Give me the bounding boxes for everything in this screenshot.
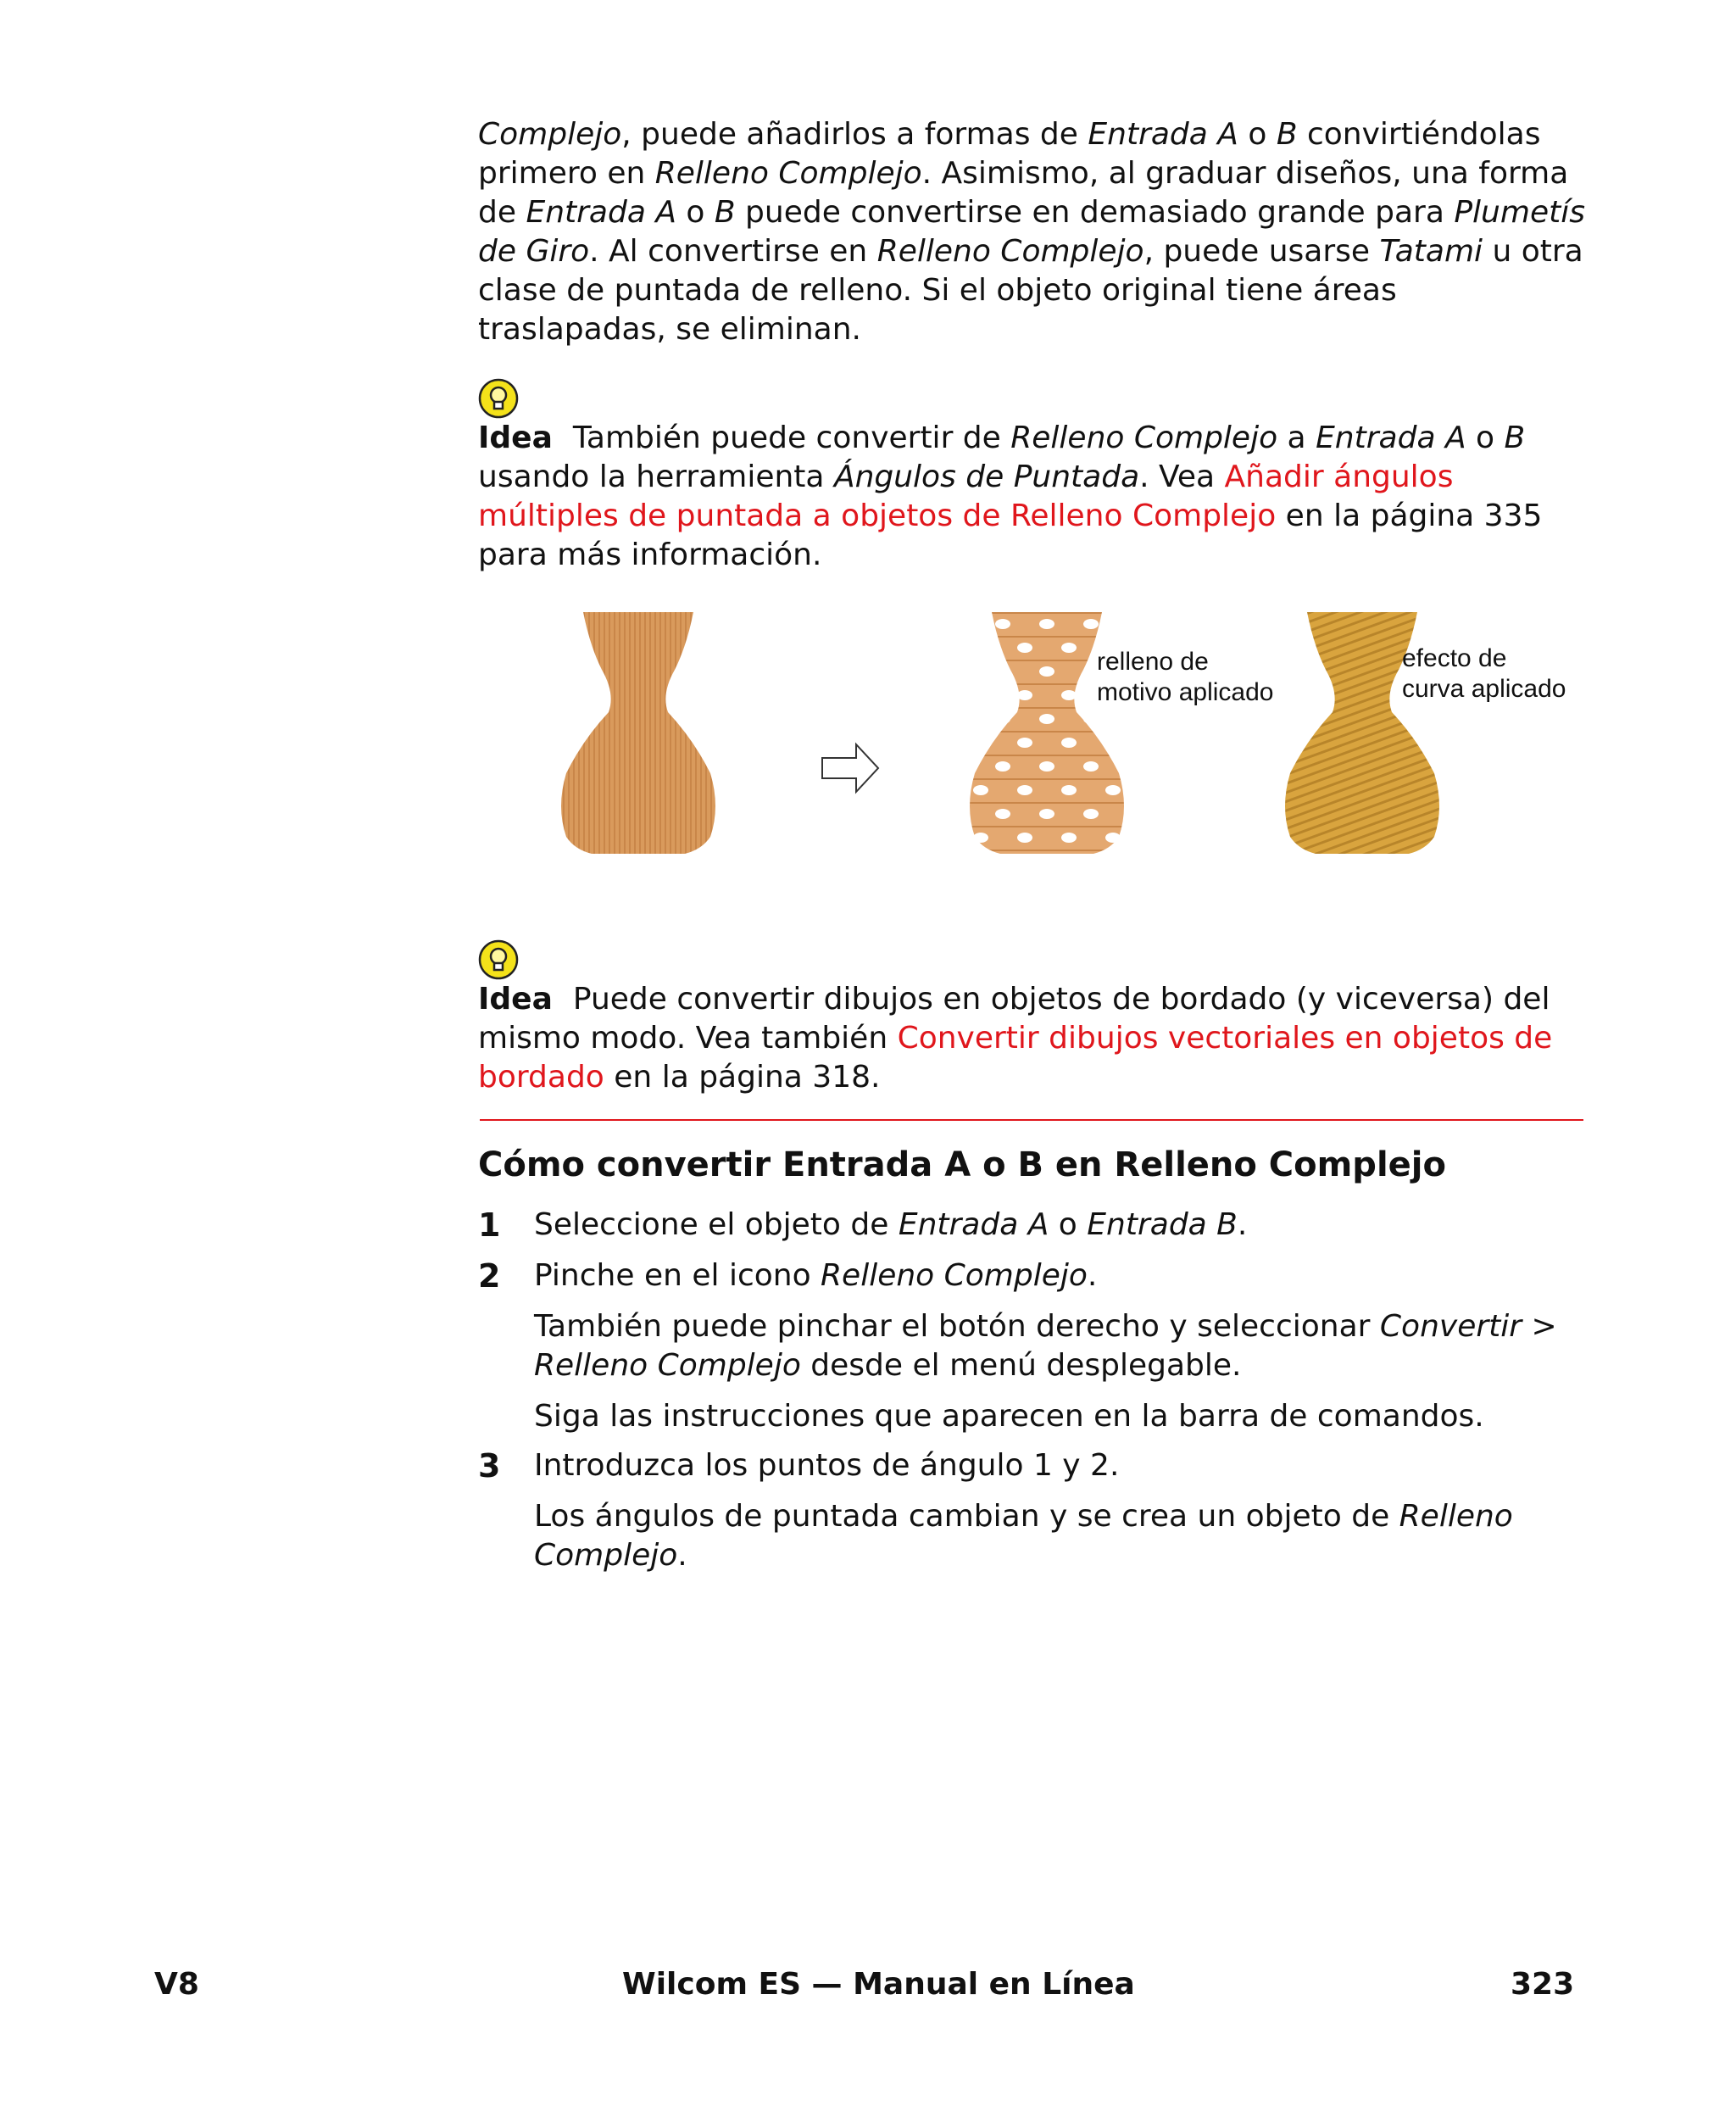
step-text	[534, 1206, 1585, 1245]
intro-text: Relleno Complejo	[654, 156, 922, 191]
idea-text: a	[1277, 421, 1316, 455]
idea-text: Relleno Complejo	[1010, 421, 1278, 455]
step-text-part: Convertir > Relleno Complejo	[534, 1309, 1557, 1383]
intro-text: , puede añadirlos a formas de	[621, 117, 1088, 152]
intro-text: o	[676, 195, 715, 230]
step-text-part: .	[1087, 1258, 1098, 1293]
intro-text: Complejo	[478, 117, 622, 152]
step-number: 1	[478, 1206, 501, 1244]
idea-note-2	[478, 939, 1589, 1097]
lightbulb-icon	[478, 378, 519, 419]
intro-text: puede convertirse en demasiado grande para	[735, 195, 1455, 230]
cross-reference-link[interactable]: Añadir ángulos múltiples de puntada a objetos de Relleno Complejo	[478, 460, 1454, 533]
idea-text: Ángulos de Puntada	[833, 460, 1140, 494]
step-text-part: Los ángulos de puntada cambian y se crea un objeto de	[534, 1499, 1399, 1534]
step-2-note	[534, 1307, 1577, 1385]
label-curve-applied: curva aplicado	[1402, 675, 1566, 703]
section-divider	[480, 1119, 1583, 1121]
label-motif-applied: motivo aplicado	[1097, 678, 1274, 706]
intro-paragraph	[478, 115, 1589, 349]
step-text-part: Relleno Complejo	[534, 1499, 1513, 1573]
idea-text: en la página 335 para más información.	[478, 499, 1543, 572]
label-curve-applied: efecto de	[1402, 644, 1507, 672]
intro-text: . Asimismo, al graduar diseños, una forma de	[478, 156, 1569, 230]
step-3-result	[534, 1497, 1577, 1575]
step-text-part: .	[1237, 1207, 1248, 1242]
intro-text: , puede usarse	[1143, 234, 1380, 269]
intro-text: Relleno Complejo	[876, 234, 1144, 269]
idea-text: También puede convertir de	[572, 421, 1011, 455]
arrow-right-icon	[822, 744, 878, 792]
footer-version: V8	[154, 1967, 199, 2002]
step-text-part: Pinche en el icono	[534, 1258, 821, 1293]
idea-text: en la página 318.	[604, 1060, 881, 1095]
intro-text: . Al convertirse en	[589, 234, 877, 269]
step-text-part: Relleno Complejo	[821, 1258, 1088, 1293]
idea-text: Puede convertir dibujos en objetos de bordado (y viceversa) del mismo modo. Vea también	[478, 982, 1550, 1056]
idea-label: Idea	[478, 421, 553, 455]
footer-title: Wilcom ES — Manual en Línea	[622, 1967, 1135, 2002]
section-heading: Cómo convertir Entrada A o B en Relleno Complejo	[478, 1145, 1446, 1184]
step-text-part: Seleccione el objeto de	[534, 1207, 899, 1242]
vase-original	[561, 612, 715, 854]
step-text-part: También puede pinchar el botón derecho y seleccionar	[534, 1309, 1380, 1344]
idea-text: . Vea	[1139, 460, 1225, 494]
label-motif-applied: relleno de	[1097, 648, 1209, 676]
idea-2-text	[478, 980, 1589, 1097]
intro-text: Entrada A	[1088, 117, 1238, 152]
idea-text: Entrada A	[1316, 421, 1466, 455]
lightbulb-icon	[478, 939, 519, 980]
step-text: Introduzca los puntos de ángulo 1 y 2.	[534, 1448, 1120, 1483]
step-text	[534, 1256, 1585, 1295]
step-text-part: desde el menú desplegable.	[800, 1348, 1242, 1383]
step-text-part: Entrada A	[898, 1207, 1049, 1242]
step-text-part: Entrada B	[1087, 1207, 1238, 1242]
footer-page-number: 323	[1511, 1967, 1575, 2002]
idea-1-text	[478, 419, 1589, 575]
cross-reference-link[interactable]: Convertir dibujos vectoriales en objetos de bordado	[478, 1021, 1553, 1095]
vase-comparison-figure	[478, 593, 1589, 933]
step-text-part: .	[677, 1538, 687, 1573]
intro-text: u otra clase de puntada de relleno. Si el objeto original tiene áreas traslapadas, se eliminan.	[478, 234, 1583, 347]
intro-text: B	[1276, 117, 1298, 152]
step-2-instructions: Siga las instrucciones que aparecen en la barra de comandos.	[534, 1399, 1484, 1434]
intro-text: Tatami	[1379, 234, 1483, 269]
idea-label: Idea	[478, 982, 553, 1017]
intro-text: o	[1238, 117, 1277, 152]
step-number: 3	[478, 1447, 501, 1485]
idea-text: B	[1504, 421, 1526, 455]
step-text-part: o	[1049, 1207, 1088, 1242]
intro-text: B	[714, 195, 736, 230]
intro-text: Plumetís de Giro	[478, 195, 1585, 269]
idea-note-1	[478, 378, 1589, 575]
idea-text: o	[1466, 421, 1505, 455]
intro-text: Entrada A	[526, 195, 676, 230]
intro-text: convirtiéndolas primero en	[478, 117, 1541, 191]
step-number: 2	[478, 1257, 501, 1295]
idea-text: usando la herramienta	[478, 460, 834, 494]
